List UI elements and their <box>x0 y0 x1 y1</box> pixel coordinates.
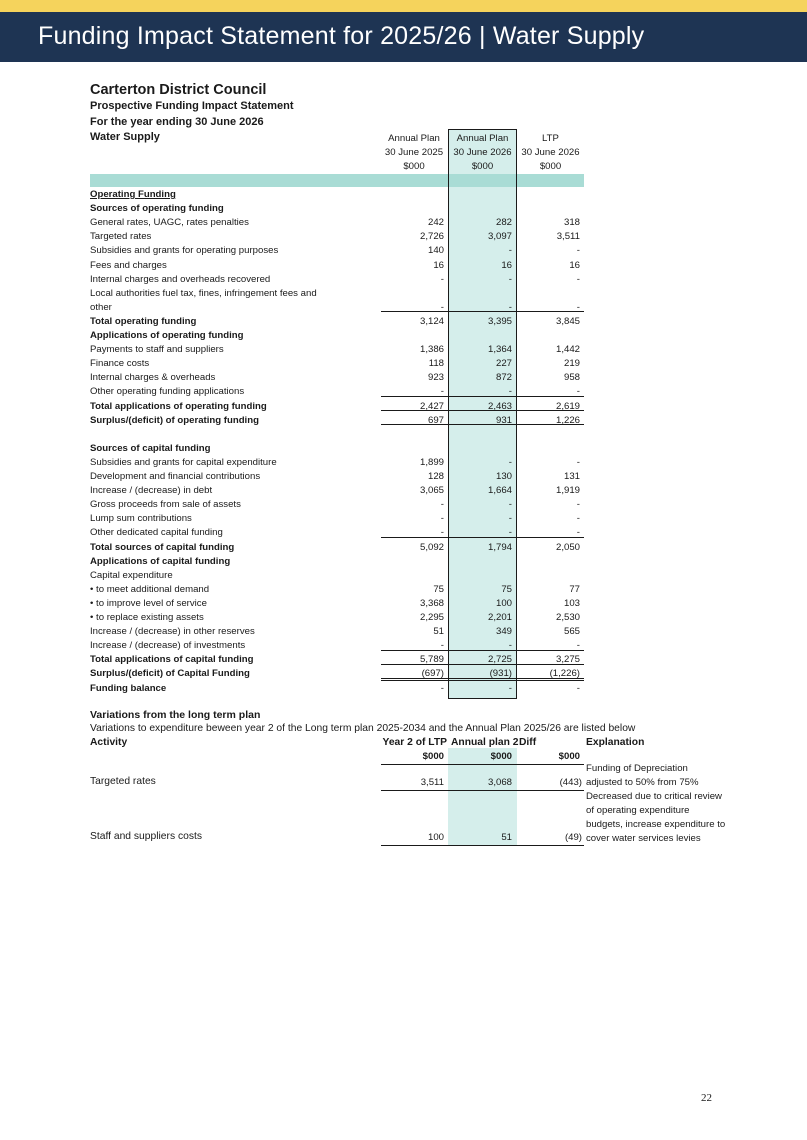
row-value: 1,794 <box>487 541 512 553</box>
row-label: Increase / (decrease) in debt <box>90 485 213 497</box>
row-value: - <box>508 386 512 398</box>
row-value: - <box>576 499 580 511</box>
row-value: 2,463 <box>487 400 512 412</box>
row-label: Fees and charges <box>90 259 167 271</box>
variations-unit: $000 <box>422 751 444 762</box>
row-value: (1,226) <box>549 668 580 680</box>
row-value: 2,530 <box>555 612 580 623</box>
row-label: Other operating funding applications <box>90 386 245 398</box>
statement-period: For the year ending 30 June 2026 <box>90 116 264 128</box>
row-value: 75 <box>433 583 444 595</box>
rule <box>381 311 584 312</box>
row-value: 3,124 <box>419 315 444 327</box>
variation-explanation: Funding of Depreciation adjusted to 50% from 75% <box>586 763 699 788</box>
row-label: Internal charges and overheads recovered <box>90 273 271 285</box>
org-name: Carterton District Council <box>90 82 267 98</box>
row-value: - <box>576 456 580 468</box>
row-label: Operating Funding <box>90 189 176 200</box>
row-value: - <box>440 386 444 398</box>
row-value: 318 <box>563 217 580 229</box>
row-value: - <box>440 527 444 539</box>
variations-title: Variations from the long term plan <box>90 709 261 721</box>
row-value: - <box>508 499 512 511</box>
row-value: - <box>508 527 512 539</box>
rule <box>381 764 584 765</box>
variations-intro: Variations to expenditure beween year 2 of the Long term plan 2025-2034 and the Annual Plan 2025/26 are listed below <box>90 723 636 734</box>
row-label: Total sources of capital funding <box>90 541 235 553</box>
page-number: 22 <box>701 1092 712 1104</box>
row-value: - <box>576 640 580 652</box>
row-value: 128 <box>427 471 444 482</box>
variations-unit: $000 <box>490 751 512 762</box>
row-value: 1,364 <box>487 344 512 356</box>
variation-activity: Staff and suppliers costs <box>90 831 202 842</box>
row-value: 3,395 <box>487 315 512 327</box>
row-value: - <box>508 640 512 652</box>
row-value: 1,226 <box>555 414 580 426</box>
row-value: 2,050 <box>555 541 580 553</box>
row-label: Total operating funding <box>90 315 197 327</box>
row-value: 242 <box>427 217 444 229</box>
row-value: 349 <box>495 626 512 638</box>
row-value: 2,619 <box>555 400 580 412</box>
row-label: Total applications of operating funding <box>90 400 267 412</box>
row-value: (697) <box>421 668 444 680</box>
variations-header-diff: Diff <box>519 737 537 748</box>
col-header-line2: 30 June 2026 <box>453 147 512 158</box>
row-value: 75 <box>501 583 512 595</box>
variation-activity: Targeted rates <box>90 776 156 787</box>
row-value: - <box>508 301 512 313</box>
row-value: 51 <box>433 626 444 638</box>
rule <box>381 845 584 846</box>
variations-header-annual: Annual plan 2 <box>451 737 519 748</box>
row-value: - <box>440 682 444 694</box>
row-value: 219 <box>563 358 580 370</box>
row-label: Capital expenditure <box>90 569 173 581</box>
row-value: 3,097 <box>487 231 512 243</box>
row-value: 16 <box>501 259 512 271</box>
variation-ltp: 3,511 <box>420 777 444 788</box>
row-value: 931 <box>495 414 512 426</box>
row-value: 3,368 <box>419 597 444 609</box>
rule <box>381 410 584 411</box>
row-value: 2,295 <box>419 612 444 623</box>
row-value: 103 <box>563 597 580 609</box>
rule <box>381 396 584 397</box>
row-value: 227 <box>495 358 512 370</box>
rule <box>381 664 584 665</box>
row-value: - <box>508 273 512 285</box>
row-value: 2,427 <box>419 400 444 412</box>
activity-name: Water Supply <box>90 131 160 143</box>
row-value: - <box>440 640 444 652</box>
row-value: 3,275 <box>555 654 580 666</box>
row-label: other <box>90 301 112 313</box>
row-label: Development and financial contributions <box>90 471 261 482</box>
row-value: - <box>576 682 580 694</box>
row-value: 2,725 <box>487 654 512 666</box>
row-value: - <box>508 513 512 525</box>
row-value: - <box>508 682 512 694</box>
row-label: • to improve level of service <box>90 597 207 609</box>
row-value: - <box>576 386 580 398</box>
row-value: - <box>508 456 512 468</box>
row-label: • to meet additional demand <box>90 583 210 595</box>
row-value: - <box>576 273 580 285</box>
row-label: Subsidies and grants for capital expenditure <box>90 456 277 468</box>
row-value: 872 <box>495 372 512 384</box>
row-value: - <box>576 513 580 525</box>
row-value: - <box>440 301 444 313</box>
row-value: 282 <box>495 217 512 229</box>
row-value: 958 <box>563 372 580 384</box>
row-value: 131 <box>563 471 580 482</box>
row-label: Increase / (decrease) in other reserves <box>90 626 255 638</box>
col-header-line2: 30 June 2026 <box>521 147 580 158</box>
row-value: 100 <box>495 597 512 609</box>
row-value: - <box>576 301 580 313</box>
row-value: 118 <box>428 358 444 370</box>
row-value: 16 <box>569 259 580 271</box>
row-label: Surplus/(deficit) of Capital Funding <box>90 668 250 680</box>
row-value: - <box>440 513 444 525</box>
variations-unit: $000 <box>558 751 580 762</box>
row-label: Finance costs <box>90 358 150 370</box>
row-label: Gross proceeds from sale of assets <box>90 499 241 511</box>
row-value: 77 <box>569 583 580 595</box>
row-value: 5,092 <box>419 541 444 553</box>
row-label: Total applications of capital funding <box>90 654 254 666</box>
row-label: Increase / (decrease) of investments <box>90 640 246 652</box>
row-label: • to replace existing assets <box>90 612 204 623</box>
header-band <box>90 174 584 187</box>
col-header-line1: Annual Plan <box>388 133 440 144</box>
rule <box>381 650 584 651</box>
variations-header-explanation: Explanation <box>586 737 645 748</box>
row-label: Sources of operating funding <box>90 203 224 215</box>
row-label: General rates, UAGC, rates penalties <box>90 217 249 229</box>
row-value: - <box>440 499 444 511</box>
row-label: Funding balance <box>90 682 167 694</box>
row-value: 2,726 <box>419 231 444 243</box>
row-label: Sources of capital funding <box>90 442 211 454</box>
col-header-unit: $000 <box>403 161 425 172</box>
rule <box>381 790 584 791</box>
row-value: - <box>576 245 580 257</box>
col-header-unit: $000 <box>539 161 562 172</box>
row-value: 130 <box>495 471 512 482</box>
row-label: Surplus/(deficit) of operating funding <box>90 414 259 426</box>
row-value: 3,065 <box>419 485 444 497</box>
row-value: 5,789 <box>419 654 444 666</box>
row-label: Lump sum contributions <box>90 513 192 525</box>
variation-diff: (49) <box>564 832 582 843</box>
variation-explanation: Decreased due to critical review of operating expenditure budgets, increase expenditure to cover water services levies <box>586 791 726 844</box>
row-value: 923 <box>427 372 444 384</box>
row-label: Other dedicated capital funding <box>90 527 223 539</box>
page-title: Funding Impact Statement for 2025/26 | Water Supply <box>38 22 645 50</box>
row-label: Applications of capital funding <box>90 555 231 567</box>
row-value: - <box>440 273 444 285</box>
row-value: 1,442 <box>555 344 580 356</box>
row-value: 140 <box>427 245 444 257</box>
row-label: Payments to staff and suppliers <box>90 344 224 356</box>
rule <box>381 537 584 538</box>
row-value: 1,899 <box>419 456 444 468</box>
variations-header-ltp: Year 2 of LTP <box>382 737 447 748</box>
double-rule <box>381 678 584 681</box>
row-label: Targeted rates <box>90 231 152 243</box>
variation-annual: 3,068 <box>487 777 512 788</box>
statement-name: Prospective Funding Impact Statement <box>90 100 294 112</box>
variation-annual: 51 <box>501 832 512 843</box>
col-header-line1: LTP <box>542 133 559 144</box>
variation-ltp: 100 <box>427 832 444 843</box>
rule <box>381 424 584 425</box>
row-value: 2,201 <box>487 612 512 623</box>
row-value: 565 <box>563 626 580 638</box>
col-header-unit: $000 <box>471 161 494 172</box>
row-label: Local authorities fuel tax, fines, infringement fees and <box>90 287 317 299</box>
variations-header-activity: Activity <box>90 737 128 748</box>
row-value: 3,511 <box>556 231 580 243</box>
col-header-line2: 30 June 2025 <box>384 147 444 158</box>
row-value: 697 <box>427 414 444 426</box>
row-value: 1,386 <box>419 344 444 356</box>
row-value: 1,664 <box>487 485 512 497</box>
row-value: - <box>576 527 580 539</box>
row-value: 3,845 <box>555 315 580 327</box>
row-value: 1,919 <box>555 485 580 497</box>
variation-diff: (443) <box>559 777 582 788</box>
row-value: (931) <box>489 668 512 680</box>
col-header-line1: Annual Plan <box>456 133 509 144</box>
row-label: Internal charges & overheads <box>90 372 216 384</box>
row-value: 16 <box>433 259 444 271</box>
row-label: Subsidies and grants for operating purposes <box>90 245 279 257</box>
row-value: - <box>508 245 512 257</box>
row-label: Applications of operating funding <box>90 330 244 341</box>
